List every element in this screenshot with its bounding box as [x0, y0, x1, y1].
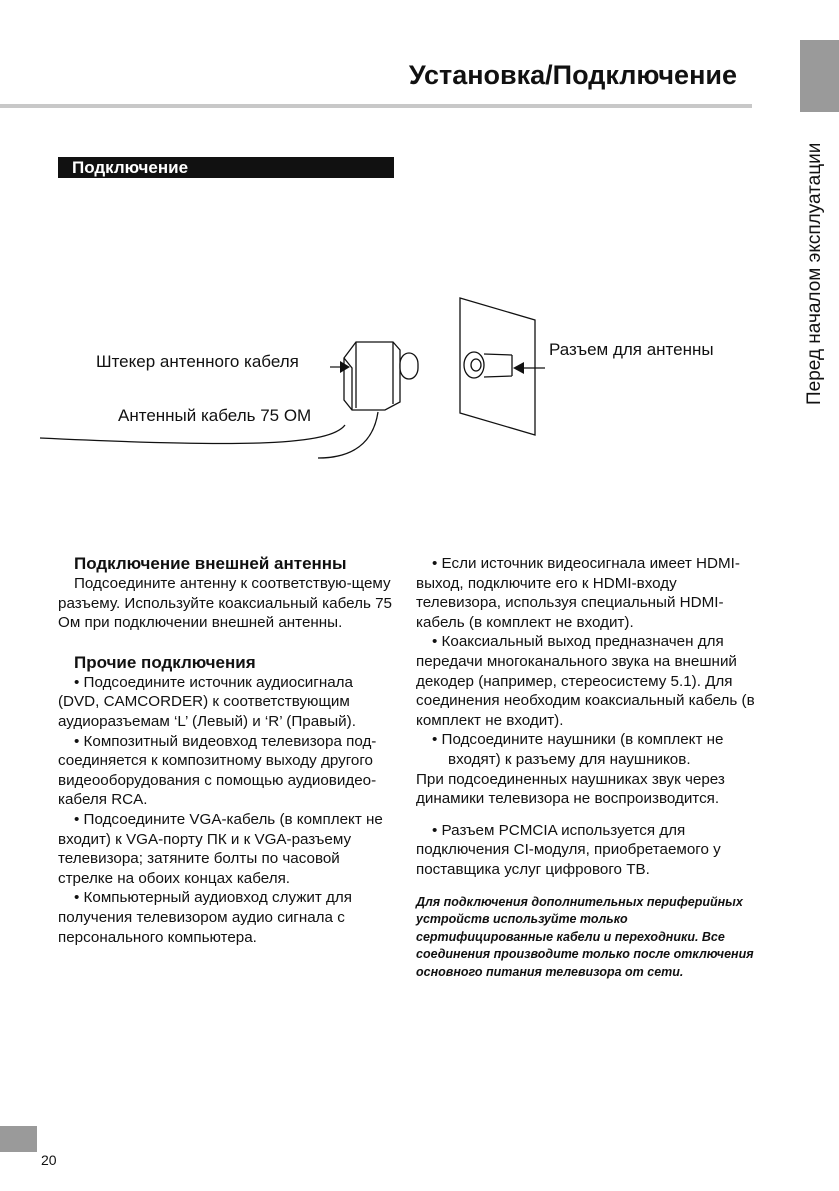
page-title: Установка/Подключение — [408, 60, 737, 90]
list-item: • Подсоедините VGA-кабель (в комплект не входит) к VGA-порту ПК и к VGA-разъему телевизора; затяните болты по часовой стрелке на обоих концах кабеля. — [58, 810, 383, 887]
list-item: • Композитный видеовход телевизора под-соединяется к композитному выходу другого видеооборудования с помощью аудиовидео-кабеля RCA. — [58, 732, 377, 809]
page-corner-marker — [0, 1126, 37, 1152]
page-number: 20 — [41, 1152, 57, 1168]
antenna-cable — [40, 425, 345, 444]
ext-antenna-heading: Подключение внешней антенны — [74, 554, 347, 573]
plug-label: Штекер антенного кабеля — [96, 352, 299, 371]
ext-antenna-text: Подсоедините антенну к соответствую-щему разъему. Используйте коаксиальный кабель 75 Ом при подключении внешней антенны. — [58, 575, 392, 632]
title-rule — [0, 104, 752, 108]
plug-pin — [400, 353, 418, 379]
hdmi-text: • Если источник видеосигнала имеет HDMI-выход, подключите его к HDMI-входу телевизора, используя специальный HDMI-кабель (в комплект не входит). — [416, 555, 740, 631]
list-item: • Подсоедините источник аудиосигнала (DVD, CAMCORDER) к соответствующим аудиоразъемам ‘L’ (Левый) и ‘R’ (Правый). — [58, 673, 356, 730]
section-heading: Подключение — [58, 157, 394, 178]
antenna-connection-diagram — [0, 280, 839, 480]
list-item: • Компьютерный аудиовход служит для получения телевизором аудио сигнала с персонального компьютера. — [58, 889, 352, 946]
other-connections-heading: Прочие подключения — [74, 652, 256, 672]
headphones-note: При подсоединенных наушниках звук через динамики телевизора не воспроизводится. — [416, 770, 725, 808]
socket-label: Разъем для антенны — [549, 340, 714, 359]
right-column — [416, 554, 761, 981]
coax-text: • Коаксиальный выход предназначен для передачи многоканального звука на внешний декодер (например, стереосистему 5.1). Для соединения необходим коаксиальный кабель (в комплект не входит). — [416, 633, 755, 729]
side-tab-marker — [800, 40, 839, 112]
side-tab-label: Перед началом эксплуатации — [804, 142, 825, 405]
left-column — [58, 554, 398, 947]
pcmcia-text: • Разъем PCMCIA используется для подключения CI-модуля, приобретаемого у поставщика услуг цифрового ТВ. — [416, 821, 721, 878]
warning-note: Для подключения дополнительных периферийных устройств используйте только сертифицированные кабели и переходники. Все соединения производите только после отключения основного питания телевизора от сети. — [416, 894, 754, 979]
cable-label: Антенный кабель 75 ОМ — [118, 406, 312, 425]
headphones-text: • Подсоедините наушники (в комплект не входят) к разъему для наушников. — [432, 731, 724, 768]
